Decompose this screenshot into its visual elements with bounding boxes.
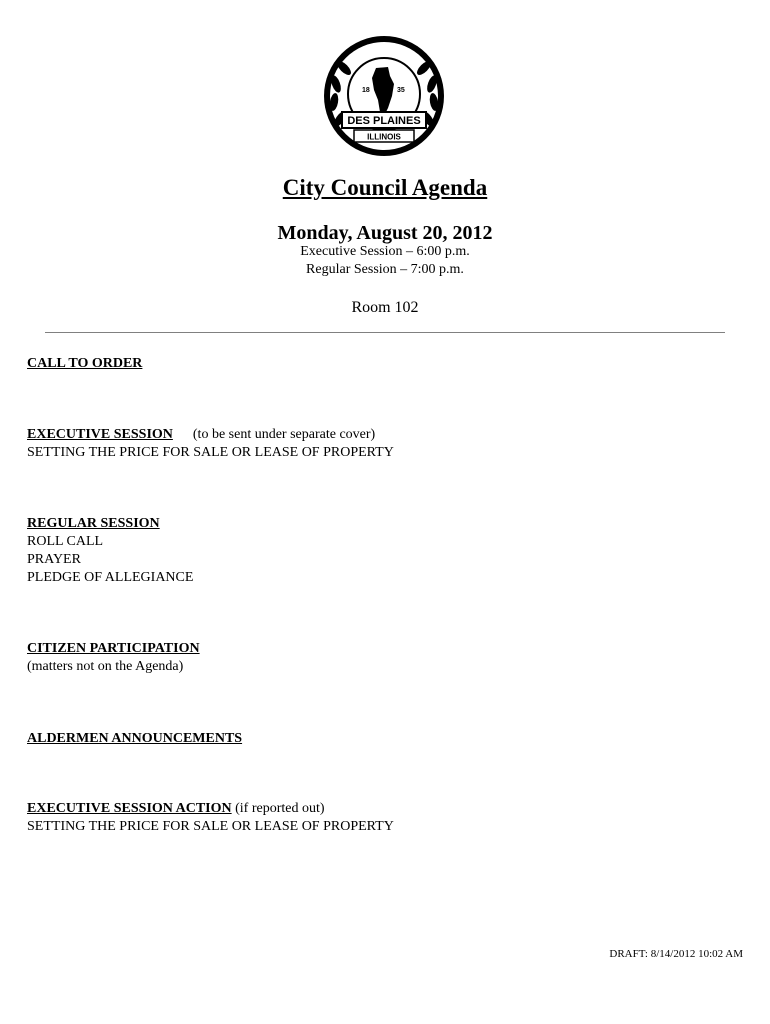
agenda-item: SETTING THE PRICE FOR SALE OR LEASE OF PROPERTY <box>27 819 394 834</box>
section-executive-session <box>27 426 394 462</box>
draft-timestamp: DRAFT: 8/14/2012 10:02 AM <box>609 948 743 960</box>
meeting-room: Room 102 <box>351 299 419 316</box>
section-aldermen-announcements <box>27 730 242 748</box>
seal-banner-bottom: ILLINOIS <box>367 132 401 142</box>
seal-top-text: CITY OF <box>370 49 398 56</box>
agenda-item: (matters not on the Agenda) <box>27 659 184 674</box>
section-regular-session <box>27 515 193 587</box>
regular-session-time: Regular Session – 7:00 p.m. <box>306 262 464 277</box>
agenda-item: PRAYER <box>27 552 81 567</box>
section-heading: CALL TO ORDER <box>27 356 143 371</box>
section-note: (if reported out) <box>235 801 325 816</box>
agenda-item: ROLL CALL <box>27 534 104 549</box>
section-note: (to be sent under separate cover) <box>192 427 376 442</box>
city-seal-logo <box>322 34 446 158</box>
agenda-item: SETTING THE PRICE FOR SALE OR LEASE OF PROPERTY <box>27 445 394 460</box>
meeting-date: Monday, August 20, 2012 <box>277 222 493 244</box>
seal-year-left: 18 <box>362 87 370 94</box>
section-heading: EXECUTIVE SESSION <box>27 427 173 442</box>
section-heading: ALDERMEN ANNOUNCEMENTS <box>27 731 243 746</box>
section-citizen-participation <box>27 640 200 676</box>
seal-year-right: 35 <box>397 87 405 94</box>
section-heading: CITIZEN PARTICIPATION <box>27 641 200 656</box>
agenda-title: City Council Agenda <box>282 175 488 200</box>
header-divider <box>45 332 725 333</box>
section-executive-session-action <box>27 800 394 836</box>
section-heading: REGULAR SESSION <box>27 516 160 531</box>
executive-session-time: Executive Session – 6:00 p.m. <box>300 244 470 259</box>
agenda-item: PLEDGE OF ALLEGIANCE <box>27 570 194 585</box>
section-call-to-order <box>27 355 142 373</box>
seal-banner-top: DES PLAINES <box>347 115 421 127</box>
section-heading: EXECUTIVE SESSION ACTION <box>27 801 232 816</box>
